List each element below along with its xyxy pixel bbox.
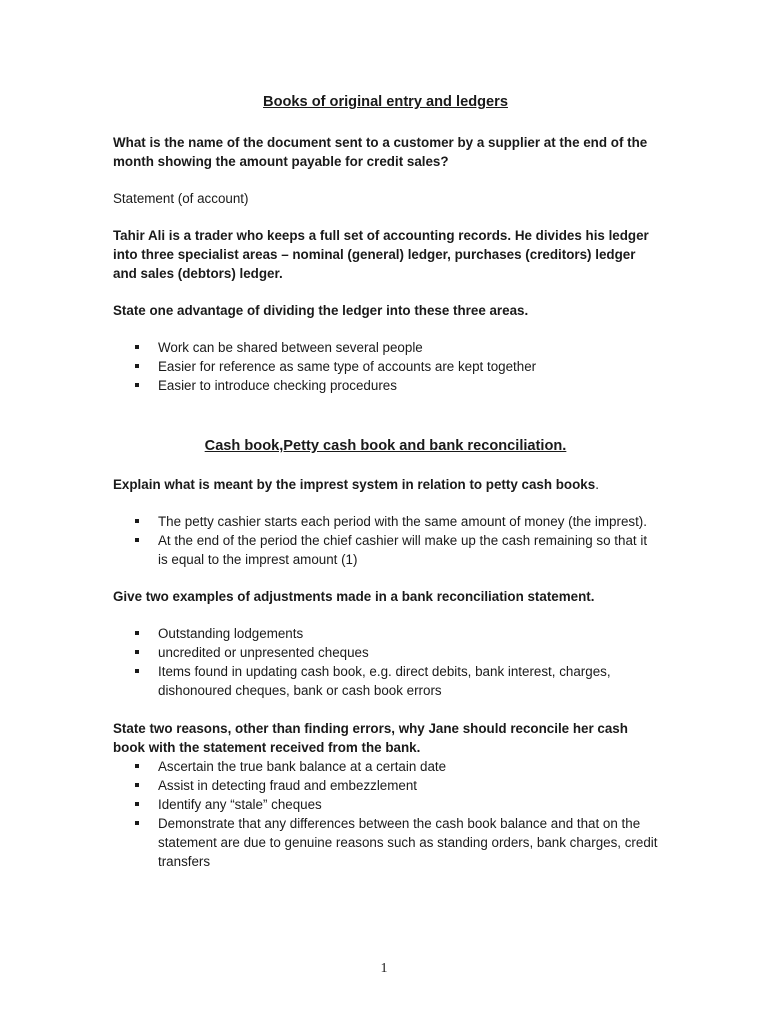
question-adjustments: Give two examples of adjustments made in a bank reconciliation statement. <box>113 589 595 604</box>
answer-list-imprest <box>113 512 658 569</box>
list-item: Outstanding lodgements <box>113 624 658 643</box>
page-number: 1 <box>380 961 388 976</box>
list-item: Ascertain the true bank balance at a certain date <box>113 757 658 776</box>
list-item: Demonstrate that any differences between the cash book balance and that on the statement are due to genuine reasons such as standing orders, bank charges, credit transfers <box>113 814 658 871</box>
answer-list-ledger-advantage <box>113 338 658 395</box>
answer-list-reconcile-reasons <box>113 757 658 871</box>
list-item: The petty cashier starts each period with the same amount of money (the imprest). <box>113 512 658 531</box>
answer-list-adjustments <box>113 624 658 700</box>
question-imprest-text: Explain what is meant by the imprest system in relation to petty cash books <box>113 477 596 492</box>
document-content <box>113 93 658 871</box>
question-reconcile-reasons: State two reasons, other than finding errors, why Jane should reconcile her cash book with the statement received from the bank. <box>113 721 628 755</box>
list-item: Items found in updating cash book, e.g. direct debits, bank interest, charges, dishonoured cheques, bank or cash book errors <box>113 662 658 700</box>
section-heading-books: Books of original entry and ledgers <box>263 94 508 110</box>
question-ledger-advantage: State one advantage of dividing the ledger into these three areas. <box>113 303 529 318</box>
question-tahir-intro: Tahir Ali is a trader who keeps a full set of accounting records. He divides his ledger into three specialist areas – nominal (general) ledger, purchases (creditors) ledger and sales (debtors) ledger. <box>113 228 649 281</box>
list-item: Work can be shared between several people <box>113 338 658 357</box>
question-imprest-tail: . <box>595 477 599 492</box>
list-item: Easier to introduce checking procedures <box>113 376 658 395</box>
list-item: Easier for reference as same type of accounts are kept together <box>113 357 658 376</box>
answer-statement: Statement (of account) <box>113 191 249 206</box>
question-imprest <box>113 475 658 494</box>
section-heading-cash-book: Cash book,Petty cash book and bank reconciliation. <box>204 438 567 454</box>
list-item: Identify any “stale” cheques <box>113 795 658 814</box>
list-item: At the end of the period the chief cashier will make up the cash remaining so that it is equal to the imprest amount (1) <box>113 531 658 569</box>
list-item: Assist in detecting fraud and embezzlement <box>113 776 658 795</box>
question-document-name: What is the name of the document sent to a customer by a supplier at the end of the month showing the amount payable for credit sales? <box>113 135 648 169</box>
list-item: uncredited or unpresented cheques <box>113 643 658 662</box>
